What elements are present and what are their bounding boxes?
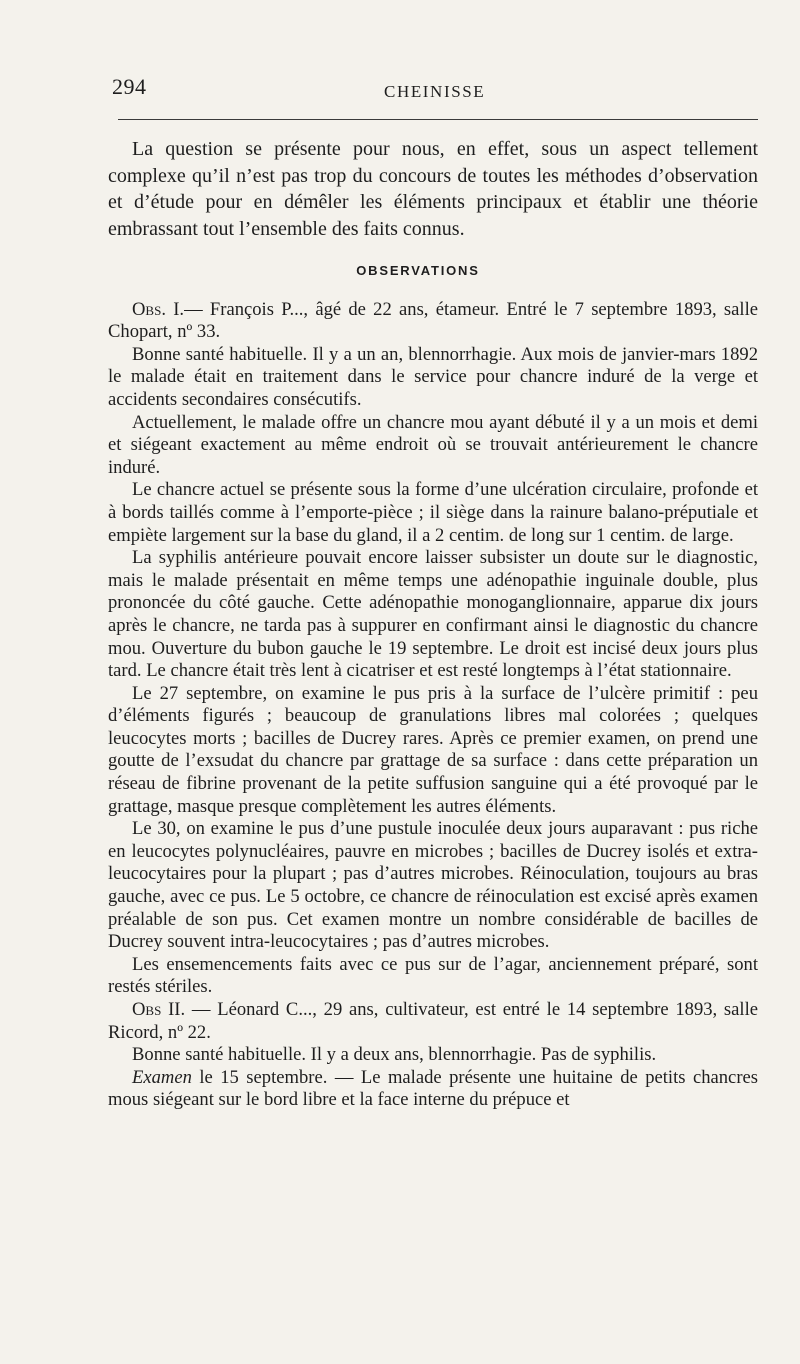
page-number: 294 [112,74,147,99]
paragraph-7: Les ensemencements faits avec ce pus sur de l’agar, anciennement préparé, sont restés stériles. [108,953,758,998]
paragraph-2: Actuellement, le malade offre un chancre mou ayant débuté il y a un mois et demi et siégeant exactement au même endroit où se trouvait antérieurement le chancre induré. [108,411,758,478]
paragraph-3: Le chancre actuel se présente sous la forme d’une ulcération circulaire, profonde et à bords taillés comme à l’emporte-pièce ; il siège dans la rainure balano-préputiale et empiète largement sur la base du gland, il a 2 centim. de long sur 1 centim. de large. [108,479,758,546]
examen-label: Examen [132,1066,192,1088]
observation-2-text: — Léonard C..., 29 ans, cultivateur, est entré le 14 septembre 1893, salle Ricord, nº 22. [108,999,759,1043]
section-heading: OBSERVATIONS [356,263,480,278]
header-rule [118,119,758,120]
intro-paragraph: La question se présente pour nous, en effet, sous un aspect tellement complexe qu’il n’est pas trop du concours de toutes les méthodes d’observation et d’étude pour en démêler les éléments principaux et établir une théorie embrassant tout l’ensemble des faits connus. [108,138,758,240]
observation-1-label: Obs. I. [132,298,185,320]
paragraph-6: Le 30, on examine le pus d’une pustule inoculée deux jours auparavant : pus riche en leucocytes polynucléaires, pauvre en microbes ; bacilles de Ducrey isolés et extra-leucocytaires pour la plupart ; pas d’autres microbes. Réinoculation, toujours au bras gauche, avec ce pus. Le 5 octobre, ce chancre de réinoculation est excisé après examen préalable de son pus. Cet examen montre un nombre considérable de bacilles de Ducrey souvent intra-leucocytaires ; pas d’autres microbes. [108,818,758,953]
observation-2-label: Obs II. [132,999,186,1020]
observation-1-heading [108,299,758,344]
observation-1-text: — François P..., âgé de 22 ans, étameur. Entré le 7 septembre 1893, salle Chopart, nº 33. [108,298,759,343]
observation-2-heading [108,999,758,1044]
paragraph-9 [108,1067,758,1112]
examen-text: le 15 septembre. — Le malade présente une huitaine de petits chancres mous siégeant sur le bord libre et la face interne du prépuce et [108,1066,758,1111]
paragraph-8: Bonne santé habituelle. Il y a deux ans, blennorrhagie. Pas de syphilis. [132,1044,657,1066]
paragraph-1: Bonne santé habituelle. Il y a un an, blennorrhagie. Aux mois de janvier-mars 1892 le malade était en traitement dans le service pour chancre induré de la verge et accidents secondaires consécutifs. [108,343,758,410]
paragraph-4: La syphilis antérieure pouvait encore laisser subsister un doute sur le diagnostic, mais le malade présentait en même temps une adénopathie inguinale double, plus prononcée du côté gauche. Cette adénopathie monoganglionnaire, apparue dix jours après le chancre, ne tarda pas à suppurer en confirmant ainsi le diagnostic du chancre mou. Ouverture du bubon gauche le 19 septembre. Le droit est incisé deux jours plus tard. Le chancre était très lent à cicatriser et est resté longtemps à l’état stationnaire. [108,547,758,682]
running-head [108,0,758,118]
paragraph-5: Le 27 septembre, on examine le pus pris à la surface de l’ulcère primitif : peu d’éléments figurés ; beaucoup de granulations libres mal colorées ; quelques leucocytes morts ; bacilles de Ducrey rares. Après ce premier examen, on prend une goutte de l’exsudat du chancre par grattage de sa surface : dans cette préparation un réseau de fibrine provenant de la petite suffusion sanguine qui a été provoqué par le grattage, masque presque complètement les autres éléments. [108,682,758,817]
running-title: CHEINISSE [384,82,486,101]
body-text [108,136,758,1112]
